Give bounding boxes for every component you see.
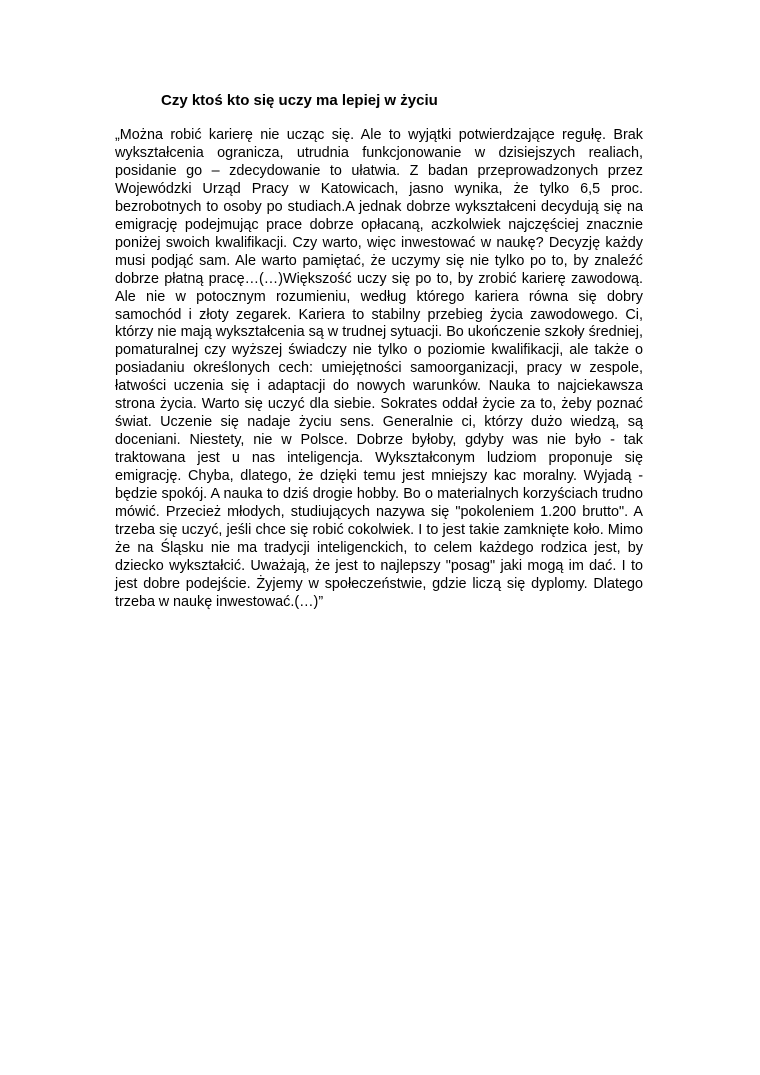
document-title: Czy ktoś kto się uczy ma lepiej w życiu xyxy=(161,92,438,109)
document-body-paragraph: „Można robić karierę nie ucząc się. Ale to wyjątki potwierdzające regułę. Brak wykształcenia ogranicza, utrudnia funkcjonowanie w dzisiejszych realiach, posidanie go – zdecydowanie to ułatwia. Z badan przeprowadzonych przez Wojewódzki Urząd Pracy w Katowicach, jasno wynika, że tylko 6,5 proc. bezrobotnych to osoby po studiach.A jednak dobrze wykształceni decydują się na emigrację podejmując prace dobrze opłacaną, aczkolwiek najczęściej znacznie poniżej swoich kwalifikacji. Czy warto, więc inwestować w naukę? Decyzję każdy musi podjąć sam. Ale warto pamiętać, że uczymy się nie tylko po to, by znaleźć dobrze płatną pracę…(…)Większość uczy się po to, by zrobić karierę zawodową. Ale nie w potocznym rozumieniu, według którego kariera równa się dobry samochód i złoty zegarek. Kariera to stabilny przebieg życia zawodowego. Ci, którzy nie mają wykształcenia są w trudnej sytuacji. Bo ukończenie szkoły średniej, pomaturalnej czy wyższej świadczy nie tylko o poziomie kwalifikacji, ale także o posiadaniu określonych cech: umiejętności samoorganizacji, pracy w zespole, łatwości uczenia się i adaptacji do nowych warunków. Nauka to najciekawsza strona życia. Warto się uczyć dla siebie. Sokrates oddał życie za to, żeby poznać świat. Uczenie się nadaje życiu sens. Generalnie ci, którzy dużo wiedzą, są doceniani. Niestety, nie w Polsce. Dobrze byłoby, gdyby was nie było - tak traktowana jest u nas inteligencja. Wykształconym ludziom proponuje się emigrację. Chyba, dlatego, że dzięki temu jest mniejszy kac moralny. Wyjadą - będzie spokój. A nauka to dziś drogie hobby. Bo o materialnych korzyściach trudno mówić. Przecież młodych, studiujących nazywa się "pokoleniem 1.200 brutto". A trzeba się uczyć, jeśli chce się robić cokolwiek. I to jest takie zamknięte koło. Mimo że na Śląsku nie ma tradycji inteligenckich, to celem każdego rodzica jest, by dziecko wykształcić. Uważają, że jest to najlepszy "posag" jaki mogą im dać. I to jest dobre podejście. Żyjemy w społeczeństwie, gdzie liczą się dyplomy. Dlatego trzeba w naukę inwestować.(…)” xyxy=(115,127,643,610)
